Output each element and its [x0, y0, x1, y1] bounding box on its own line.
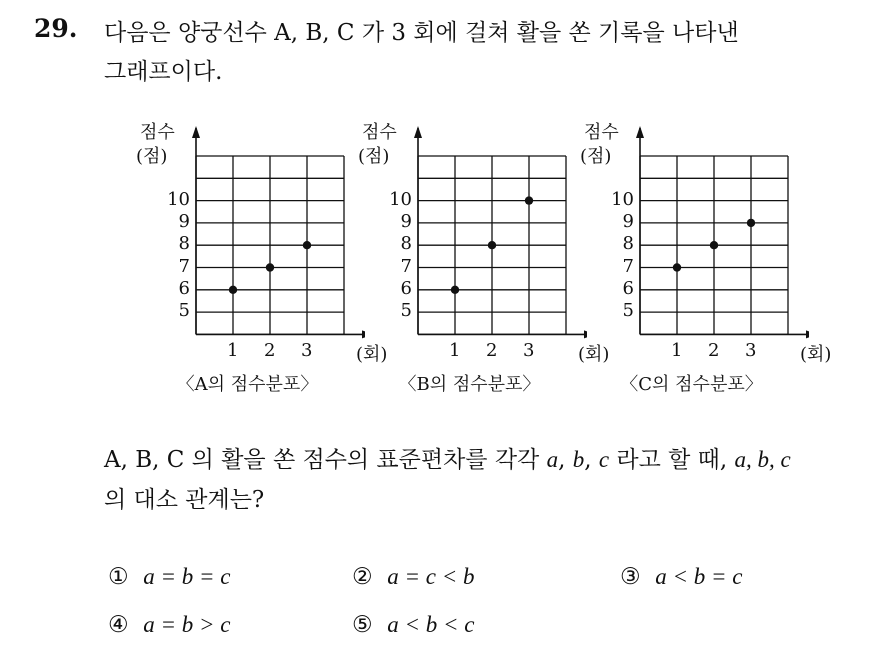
chart-caption: 〈C의 점수분포〉 [620, 374, 763, 395]
x-tick-label: 3 [301, 340, 313, 362]
x-axis-unit: (회) [356, 344, 388, 366]
y-tick-label: 9 [178, 210, 190, 232]
y-axis-unit: (점) [358, 146, 390, 167]
x-tick-label: 1 [449, 340, 461, 362]
score-chart-b [352, 118, 610, 398]
y-axis-title: 점수 [362, 122, 397, 143]
y-tick-label: 5 [400, 300, 412, 322]
x-tick-label: 1 [227, 340, 239, 362]
y-tick-label: 8 [622, 233, 634, 255]
answer-option-5[interactable]: ⑤ a < b < c [352, 612, 475, 638]
condition-line-1: A, B, C 의 활을 쏜 점수의 표준편차를 각각 a, b, c 라고 할 때, a, b, c [104, 447, 791, 473]
y-axis-arrow [192, 126, 200, 138]
y-axis-title: 점수 [140, 122, 175, 143]
y-axis-unit: (점) [580, 146, 612, 167]
y-tick-label: 5 [622, 300, 634, 322]
x-axis-unit: (회) [578, 344, 610, 366]
question-line-2: 그래프이다. [104, 59, 223, 85]
y-tick-label: 5 [178, 300, 190, 322]
y-tick-label: 7 [622, 255, 634, 277]
condition-line-2: 의 대소 관계는? [104, 487, 265, 513]
y-tick-label: 10 [389, 188, 412, 210]
y-tick-label: 10 [167, 188, 190, 210]
answer-option-4[interactable]: ④ a = b > c [108, 612, 231, 638]
data-point [747, 219, 755, 227]
y-tick-label: 6 [400, 277, 412, 299]
data-point [673, 263, 681, 271]
answer-option-1[interactable]: ① a = b = c [108, 564, 231, 590]
data-point [525, 196, 533, 204]
chart-caption: 〈B의 점수분포〉 [398, 374, 541, 395]
y-tick-label: 8 [178, 233, 190, 255]
y-tick-label: 7 [178, 255, 190, 277]
question-number: 29. [34, 14, 78, 43]
y-tick-label: 6 [178, 277, 190, 299]
x-tick-label: 2 [264, 340, 276, 362]
question-line-1: 다음은 양궁선수 A, B, C 가 3 회에 걸쳐 활을 쏜 기록을 나타낸 [104, 20, 739, 46]
y-tick-label: 8 [400, 233, 412, 255]
question-text [104, 14, 874, 92]
y-axis-unit: (점) [136, 146, 168, 167]
y-axis-arrow [414, 126, 422, 138]
y-axis-arrow [636, 126, 644, 138]
answer-option-3[interactable]: ③ a < b = c [620, 564, 743, 590]
data-point [488, 241, 496, 249]
data-point [451, 286, 459, 294]
x-axis-arrow [806, 330, 809, 338]
y-tick-label: 9 [400, 210, 412, 232]
question-condition [104, 440, 864, 520]
x-tick-label: 3 [745, 340, 757, 362]
x-tick-label: 2 [486, 340, 498, 362]
score-chart-a [130, 118, 388, 398]
chart-caption: 〈A의 점수분포〉 [176, 374, 319, 395]
y-tick-label: 9 [622, 210, 634, 232]
x-tick-label: 2 [708, 340, 720, 362]
x-tick-label: 1 [671, 340, 683, 362]
data-point [303, 241, 311, 249]
score-chart-c [574, 118, 832, 398]
y-tick-label: 7 [400, 255, 412, 277]
data-point [710, 241, 718, 249]
y-axis-title: 점수 [584, 122, 619, 143]
x-axis-unit: (회) [800, 344, 832, 366]
x-tick-label: 3 [523, 340, 535, 362]
y-tick-label: 10 [611, 188, 634, 210]
y-tick-label: 6 [622, 277, 634, 299]
data-point [229, 286, 237, 294]
answer-option-2[interactable]: ② a = c < b [352, 564, 475, 590]
data-point [266, 263, 274, 271]
